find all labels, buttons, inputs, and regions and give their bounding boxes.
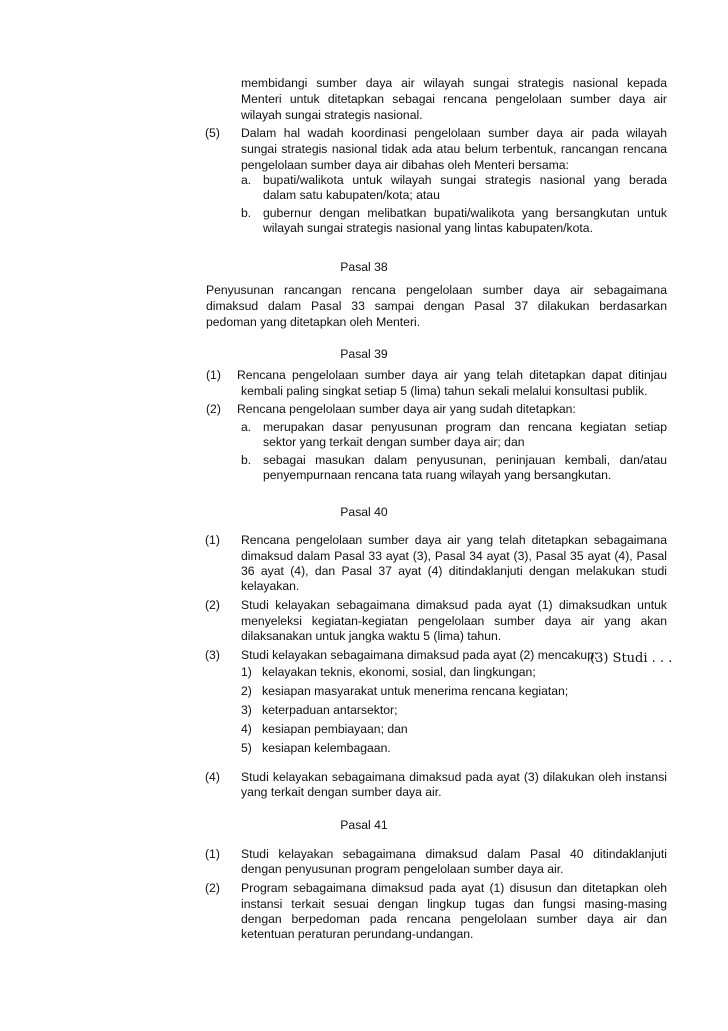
subitem-mark: 2) — [241, 684, 252, 698]
item-number: (5) — [205, 126, 220, 140]
text-line: Studi kelayakan sebagaimana dimaksud pada ayat (2) mencakup: — [241, 648, 598, 662]
text-line: Program sebagaimana dimaksud pada ayat (1) disusun dan ditetapkan oleh — [241, 881, 667, 895]
text-line: ketentuan peraturan perundang-undangan. — [241, 927, 474, 941]
text-line: Dalam hal wadah koordinasi pengelolaan sumber daya air pada wilayah — [241, 126, 667, 140]
text-line: Rencana pengelolaan sumber daya air yang sudah ditetapkan: — [237, 402, 576, 416]
text-line: wilayah sungai strategis nasional yang lintas kabupaten/kota. — [263, 221, 593, 235]
subitem-mark: a. — [241, 173, 252, 187]
text-line: Menteri untuk ditetapkan sebagai rencana pengelolaan sumber daya air — [241, 92, 667, 106]
text-line: penyempurnaan rencana tata ruang wilayah yang bersangkutan. — [263, 468, 612, 482]
item-number: (2) — [205, 598, 220, 612]
text-line: kelayakan. — [241, 579, 300, 593]
text-line: wilayah sungai strategis nasional. — [241, 108, 423, 122]
subitem-mark: 5) — [241, 741, 252, 755]
item-number: (1) — [205, 847, 220, 861]
text-line: kesiapan pembiayaan; dan — [262, 722, 408, 736]
text-line: kesiapan kelembagaan. — [262, 741, 391, 755]
item-number: (2) — [205, 881, 220, 895]
text-line: Studi kelayakan sebagaimana dimaksud pada ayat (3) dilakukan oleh instansi — [241, 770, 667, 784]
subitem-mark: a. — [241, 420, 252, 434]
section-title: Pasal 41 — [340, 818, 388, 832]
text-line: bupati/walikota untuk wilayah sungai strategis nasional yang berada — [263, 173, 667, 187]
text-line: dengan berpedoman pada rencana pengelolaan sumber daya air dan — [241, 912, 667, 926]
text-line: yang terkait dengan sumber daya air. — [241, 785, 442, 799]
text-line: sungai strategis nasional tidak ada atau belum terbentuk, rancangan rencana — [241, 142, 667, 156]
item-number: (2) — [206, 402, 221, 416]
subitem-mark: 1) — [241, 665, 252, 679]
section-title: Pasal 38 — [340, 260, 388, 274]
text-line: kembali paling singkat setiap 5 (lima) tahun sekali melalui konsultasi publik. — [241, 384, 648, 398]
text-line: sebagai masukan dalam penyusunan, peninjauan kembali, dan/atau — [263, 453, 667, 467]
subitem-mark: 3) — [241, 703, 252, 717]
text-line: Rencana pengelolaan sumber daya air yang telah ditetapkan dapat ditinjau — [237, 368, 667, 382]
text-line: dilaksanakan untuk jangka waktu 5 (lima) tahun. — [241, 629, 502, 643]
text-line: gubernur dengan melibatkan bupati/walikota yang bersangkutan untuk — [263, 206, 667, 220]
text-line: dimaksud dalam Pasal 33 sampai dengan Pasal 37 dilakukan berdasarkan — [206, 299, 667, 313]
text-line: sektor yang terkait dengan sumber daya air; dan — [263, 435, 525, 449]
text-line: pengelolaan sumber daya air dibahas oleh Menteri bersama: — [241, 158, 569, 172]
subitem-mark: 4) — [241, 722, 252, 736]
text-line: keterpaduan antarsektor; — [262, 703, 398, 717]
subitem-mark: b. — [241, 453, 252, 467]
section-title: Pasal 40 — [340, 505, 388, 519]
text-line: Studi kelayakan sebagaimana dimaksud pada ayat (1) dimaksudkan untuk — [241, 598, 667, 612]
page-continuation: (3) Studi . . . — [590, 651, 673, 666]
subitem-mark: b. — [241, 206, 252, 220]
text-line: instansi terkait sesuai dengan lingkup tugas dan fungsi masing-masing — [241, 897, 667, 911]
text-line: membidangi sumber daya air wilayah sungai strategis nasional kepada — [241, 76, 667, 90]
text-line: Penyusunan rancangan rencana pengelolaan sumber daya air sebagaimana — [206, 283, 667, 297]
text-line: menyeleksi kegiatan-kegiatan pengelolaan sumber daya air yang akan — [241, 614, 667, 628]
text-line: pedoman yang ditetapkan oleh Menteri. — [206, 315, 421, 329]
text-line: kelayakan teknis, ekonomi, sosial, dan lingkungan; — [262, 665, 536, 679]
item-number: (3) — [205, 648, 220, 662]
item-number: (1) — [206, 368, 221, 382]
text-line: 36 ayat (4), dan Pasal 37 ayat (4) ditindaklanjuti dengan melakukan studi — [241, 564, 667, 578]
text-line: kesiapan masyarakat untuk menerima rencana kegiatan; — [262, 684, 569, 698]
text-line: dengan penyusunan program pengelolaan sumber daya air. — [241, 862, 564, 876]
section-title: Pasal 39 — [340, 347, 388, 361]
item-number: (4) — [205, 770, 220, 784]
text-line: Studi kelayakan sebagaimana dimaksud dalam Pasal 40 ditindaklanjuti — [241, 847, 667, 861]
text-line: Rencana pengelolaan sumber daya air yang telah ditetapkan sebagaimana — [241, 533, 667, 547]
text-line: merupakan dasar penyusunan program dan rencana kegiatan setiap — [263, 420, 667, 434]
text-line: dalam satu kabupaten/kota; atau — [263, 188, 440, 202]
text-line: dimaksud dalam Pasal 33 ayat (3), Pasal 34 ayat (3), Pasal 35 ayat (4), Pasal — [241, 549, 667, 563]
item-number: (1) — [205, 533, 220, 547]
